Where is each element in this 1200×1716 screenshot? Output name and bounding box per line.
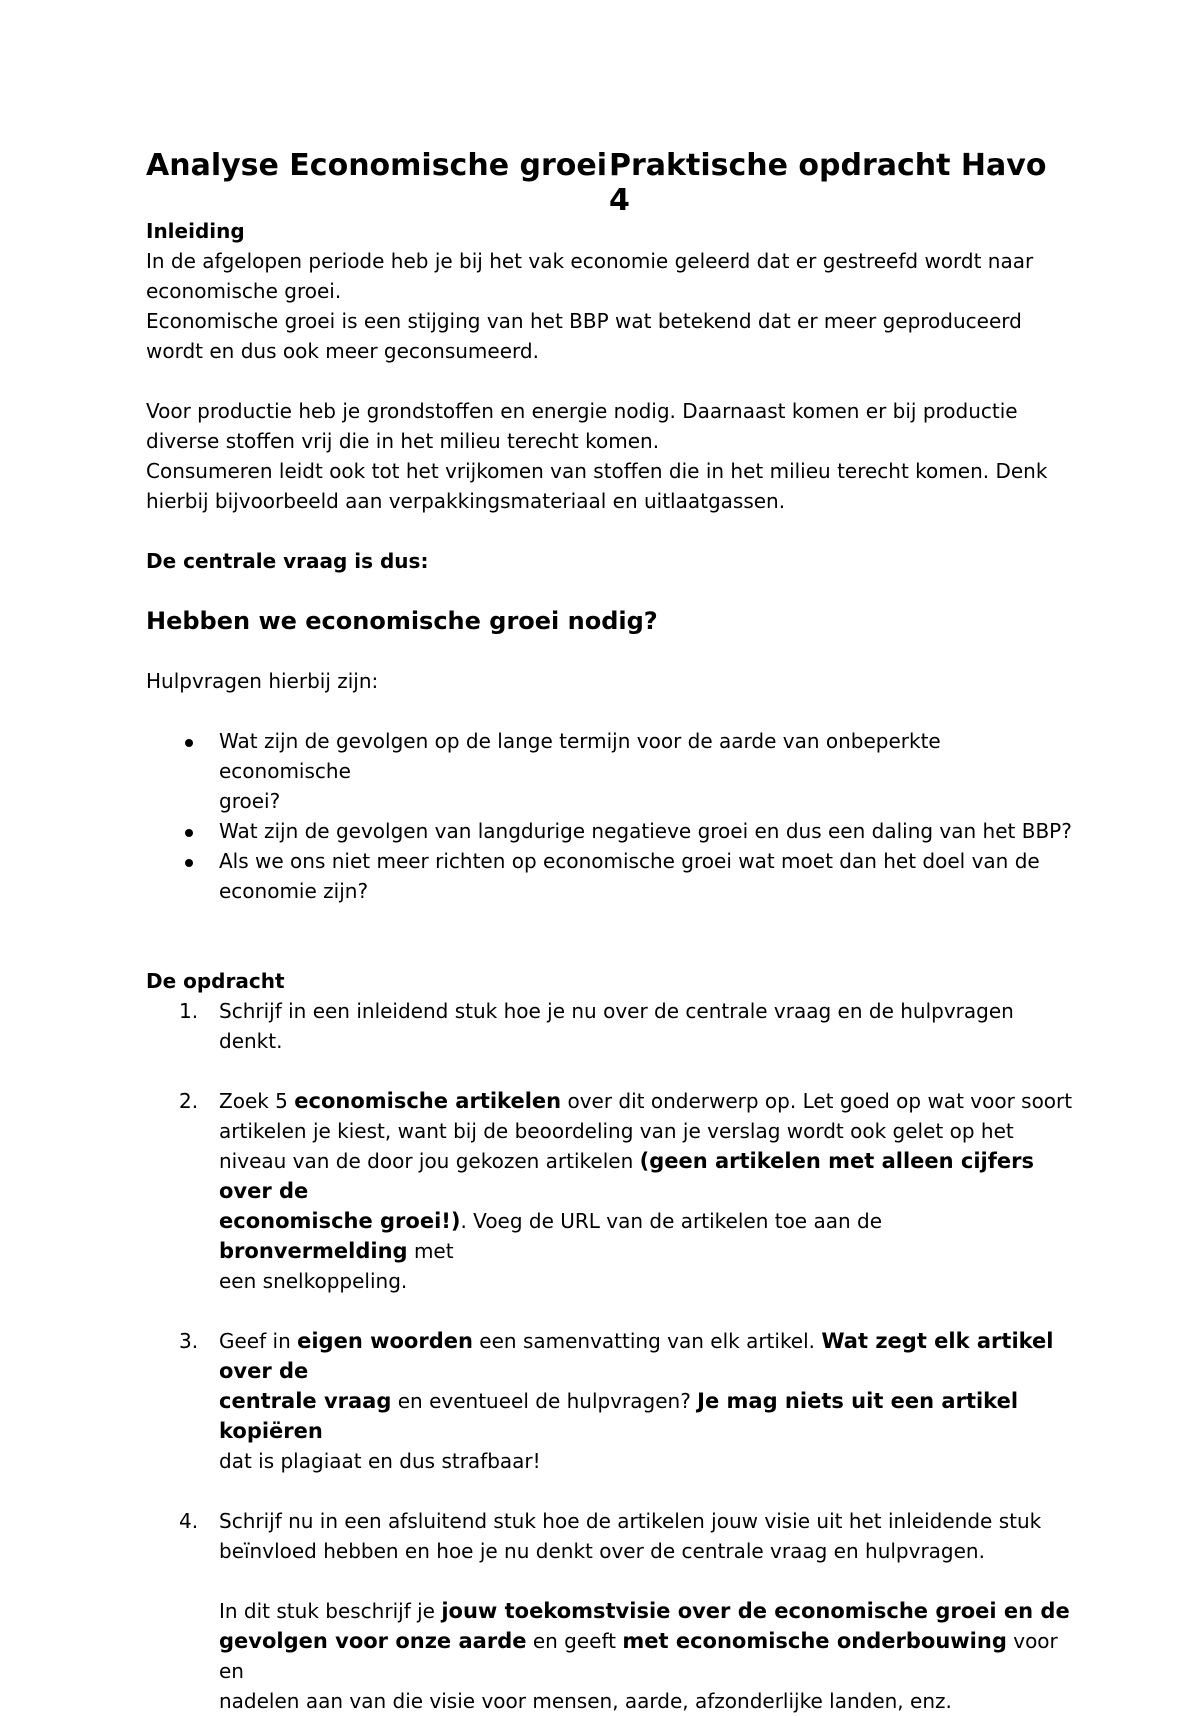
sub-questions-list xyxy=(146,726,1076,906)
central-question: Hebben we economische groei nodig? xyxy=(146,607,658,635)
intro-line: Consumeren leidt ook tot het vrijkomen van stoffen die in het milieu terecht komen. Denk xyxy=(146,459,1048,483)
list-item: Wat zijn de gevolgen van langdurige negatieve groei en dus een daling van het BBP? xyxy=(146,816,1076,846)
step-3: 3. Geef in eigen woorden een samenvatting van elk artikel. Wat zegt elk artikel over de centrale vraag en eventueel de hulpvragen? Je mag niets uit een artikel kopiëren dat is plagiaat en dus strafbaar! xyxy=(179,1329,1054,1473)
intro-line: Voor productie heb je grondstoffen en energie nodig. Daarnaast komen er bij productie xyxy=(146,399,1018,423)
document-page xyxy=(146,140,1076,1716)
title-right: Praktische opdracht Havo 4 xyxy=(609,148,1047,218)
intro-line: diverse stoffen vrij die in het milieu terecht komen. xyxy=(146,429,660,453)
heading-opdracht: De opdracht xyxy=(146,969,285,993)
list-item: Wat zijn de gevolgen op de lange termijn voor de aarde van onbeperkte economische groei? xyxy=(146,726,1076,816)
intro-line: economische groei. xyxy=(146,279,342,303)
heading-inleiding: Inleiding xyxy=(146,219,245,243)
bullet-icon xyxy=(185,859,193,867)
bullet-icon xyxy=(185,739,193,747)
intro-line: Economische groei is een stijging van het BBP wat betekend dat er meer geproduceerd xyxy=(146,309,1022,333)
intro-line: hierbij bijvoorbeeld aan verpakkingsmateriaal en uitlaatgassen. xyxy=(146,489,786,513)
document-title xyxy=(146,140,1076,218)
intro-line: In de afgelopen periode heb je bij het vak economie geleerd dat er gestreefd wordt naar xyxy=(146,249,1034,273)
bullet-icon xyxy=(185,829,193,837)
assignment-steps xyxy=(146,996,1076,1716)
intro-line: wordt en dus ook meer geconsumeerd. xyxy=(146,339,539,363)
step-1: 1. Schrijf in een inleidend stuk hoe je nu over de centrale vraag en de hulpvragen denkt. xyxy=(179,999,1014,1053)
title-left: Analyse Economische groei xyxy=(146,148,608,183)
step-4: 4. Schrijf nu in een afsluitend stuk hoe de artikelen jouw visie uit het inleidende stuk beïnvloed hebben en hoe je nu denkt over de centrale vraag en hulpvragen. In dit stuk beschrijf je jouw toekomstvisie over de economische groei en de gevolgen voor onze aarde en geeft met economische onderbouwing voor en nadelen aan van die visie voor mensen, aarde, afzonderlijke landen, enz. xyxy=(179,1509,1070,1713)
sub-questions-intro: Hulpvragen hierbij zijn: xyxy=(146,669,379,693)
central-question-label: De centrale vraag is dus: xyxy=(146,549,429,573)
step-2: 2. Zoek 5 economische artikelen over dit onderwerp op. Let goed op wat voor soort artikelen je kiest, want bij de beoordeling van je verslag wordt ook gelet op het niveau van de door jou gekozen artikelen (geen artikelen met alleen cijfers over de economische groei!). Voeg de URL van de artikelen toe aan de bronvermelding met een snelkoppeling. xyxy=(179,1089,1073,1293)
list-item: Als we ons niet meer richten op economische groei wat moet dan het doel van de economie zijn? xyxy=(146,846,1076,906)
